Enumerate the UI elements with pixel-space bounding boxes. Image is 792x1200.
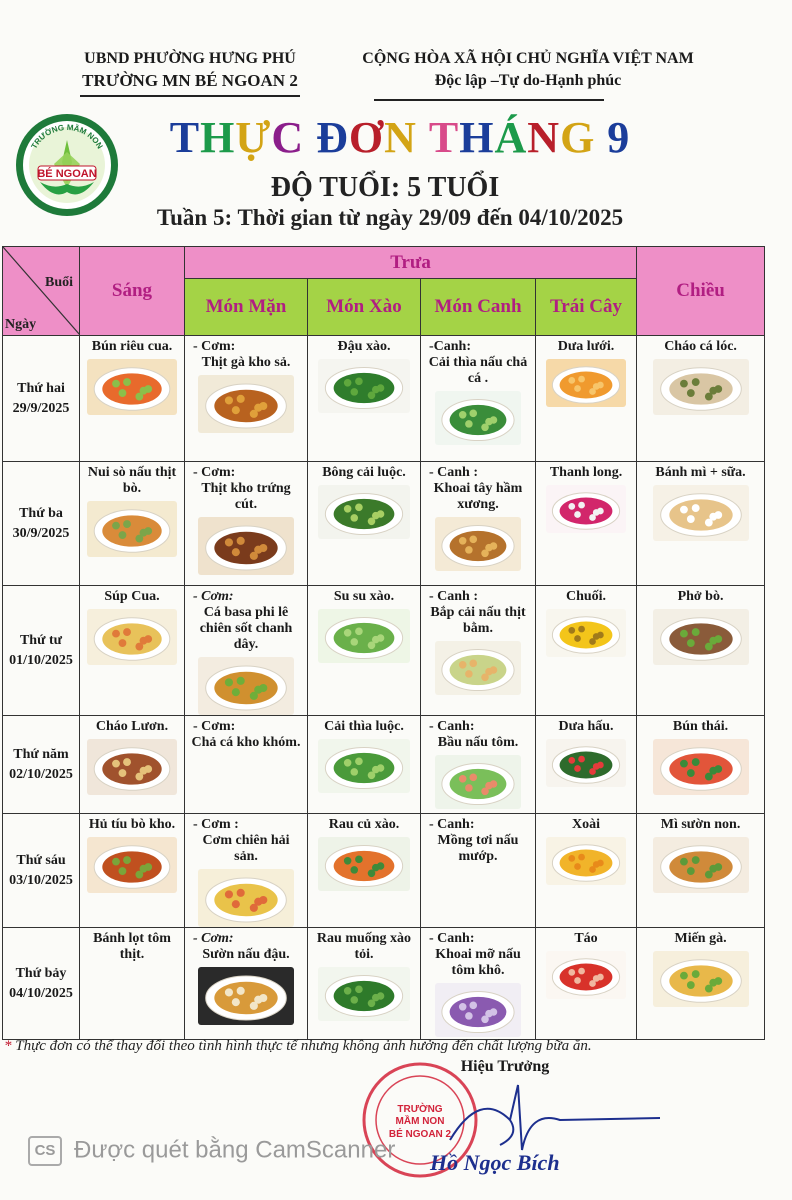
day-date: 01/10/2025 bbox=[9, 652, 73, 668]
fruit-cell bbox=[536, 336, 637, 462]
dish-prefix: - Canh: bbox=[429, 817, 475, 832]
fruit-cell bbox=[536, 462, 637, 586]
day-cell bbox=[3, 336, 80, 462]
dish-prefix: - Canh : bbox=[429, 465, 479, 480]
day-label: Ngày bbox=[5, 317, 37, 332]
dish-photo bbox=[318, 967, 410, 1021]
dish-name: Cải thìa luộc. bbox=[324, 719, 404, 734]
main-dish-cell bbox=[185, 928, 308, 1040]
stir-fry-cell bbox=[308, 814, 421, 928]
dish-name: Mồng tơi nấu mướp. bbox=[437, 833, 519, 864]
principal-title: Hiệu Trưởng bbox=[460, 1058, 550, 1075]
dish-photo bbox=[87, 609, 177, 665]
dish-photo bbox=[546, 359, 626, 407]
morning-cell bbox=[80, 814, 185, 928]
soup-cell bbox=[421, 586, 536, 716]
menu-table bbox=[2, 246, 765, 1040]
dish-name: Đậu xào. bbox=[337, 339, 391, 354]
dish-photo bbox=[87, 501, 177, 557]
menu-row bbox=[3, 716, 765, 814]
scanner-watermark bbox=[28, 1136, 395, 1166]
afternoon-cell bbox=[637, 336, 765, 462]
camscanner-icon: CS bbox=[28, 1136, 62, 1166]
day-cell bbox=[3, 928, 80, 1040]
menu-row bbox=[3, 462, 765, 586]
dish-photo bbox=[87, 359, 177, 415]
dish-prefix: - Cơm: bbox=[193, 339, 236, 354]
motto: Độc lập –Tự do-Hạnh phúc bbox=[434, 72, 622, 89]
logo-name: BÉ NGOAN bbox=[37, 168, 97, 180]
stir-fry-cell bbox=[308, 462, 421, 586]
afternoon-cell bbox=[637, 928, 765, 1040]
soup-cell bbox=[421, 716, 536, 814]
dish-prefix: -Canh: bbox=[429, 339, 472, 354]
dish-photo bbox=[318, 837, 410, 891]
main-dish-cell bbox=[185, 462, 308, 586]
day-date: 30/9/2025 bbox=[12, 525, 70, 541]
fruit-header: Trái Cây bbox=[536, 279, 637, 336]
dish-prefix: - Cơm: bbox=[193, 465, 236, 480]
logo-top-text: TRƯỜNG MẦM NON bbox=[29, 122, 105, 151]
dish-name: Táo bbox=[574, 931, 598, 946]
stir-fry-header: Món Xào bbox=[308, 279, 421, 336]
fruit-cell bbox=[536, 716, 637, 814]
dish-prefix: - Cơm : bbox=[193, 817, 239, 832]
principal-name: Hồ Ngọc Bích bbox=[430, 1150, 560, 1175]
dish-name: Su su xào. bbox=[333, 589, 395, 604]
dish-photo bbox=[546, 739, 626, 787]
dish-photo bbox=[546, 951, 626, 999]
dish-name: Sườn nấu đậu. bbox=[202, 947, 290, 962]
day-date: 03/10/2025 bbox=[9, 872, 73, 888]
main-dish-header: Món Mặn bbox=[185, 279, 308, 336]
dish-name: Cháo Lươn. bbox=[95, 719, 169, 734]
day-cell bbox=[3, 586, 80, 716]
main-dish-cell bbox=[185, 814, 308, 928]
dish-name: Rau muống xào tỏi. bbox=[316, 931, 412, 962]
dish-prefix: - Cơm: bbox=[193, 719, 236, 734]
dish-name: Miến gà. bbox=[674, 931, 727, 946]
menu-row bbox=[3, 586, 765, 716]
afternoon-cell bbox=[637, 586, 765, 716]
dish-photo bbox=[198, 517, 294, 575]
scanner-text: Được quét bằng CamScanner bbox=[74, 1136, 396, 1164]
day-date: 29/9/2025 bbox=[12, 400, 70, 416]
day-name: Thứ tư bbox=[19, 632, 63, 648]
dish-name: Bún thái. bbox=[672, 719, 729, 734]
signature-scribble bbox=[440, 1080, 670, 1160]
svg-text:MẦM NON: MẦM NON bbox=[395, 1116, 445, 1127]
week-range: Tuần 5: Thời gian từ ngày 29/09 đến 04/10/2025 bbox=[156, 205, 624, 230]
day-cell bbox=[3, 814, 80, 928]
dish-photo bbox=[435, 391, 521, 445]
dish-name: Thịt gà kho sả. bbox=[201, 355, 291, 370]
morning-cell bbox=[80, 716, 185, 814]
dish-name: Thịt kho trứng cút. bbox=[201, 481, 291, 512]
day-cell bbox=[3, 462, 80, 586]
dish-name: Mì sườn non. bbox=[660, 817, 741, 832]
svg-text:TRƯỜNG: TRƯỜNG bbox=[397, 1104, 443, 1115]
main-dish-cell bbox=[185, 716, 308, 814]
dish-name: Khoai tây hầm xương. bbox=[433, 481, 523, 512]
dish-name: Dưa hấu. bbox=[558, 719, 614, 734]
stir-fry-cell bbox=[308, 336, 421, 462]
dish-name: Nui sò nấu thịt bò. bbox=[87, 465, 177, 496]
day-name: Thứ ba bbox=[19, 505, 63, 521]
soup-cell bbox=[421, 814, 536, 928]
dish-name: Bún riêu cua. bbox=[91, 339, 173, 354]
dish-name: Bầu nấu tôm. bbox=[437, 735, 519, 750]
day-name: Thứ năm bbox=[13, 746, 69, 762]
dish-name: Bánh lọt tôm thịt. bbox=[93, 931, 171, 962]
dish-photo bbox=[435, 641, 521, 695]
dish-prefix: - Cơm: bbox=[193, 931, 234, 946]
afternoon-header: Chiều bbox=[637, 247, 765, 336]
dish-name: Cá basa phi lê chiên sốt chanh dây. bbox=[199, 605, 293, 652]
dish-prefix: - Canh: bbox=[429, 931, 475, 946]
authority-line: UBND PHƯỜNG HƯNG PHÚ bbox=[84, 50, 296, 67]
dish-name: Cơm chiên hải sản. bbox=[202, 833, 290, 864]
afternoon-cell bbox=[637, 462, 765, 586]
country-name: CỘNG HÒA XÃ HỘI CHỦ NGHĨA VIỆT NAM bbox=[362, 50, 694, 67]
morning-cell bbox=[80, 462, 185, 586]
dish-name: Cải thìa nấu chả cá . bbox=[428, 355, 528, 386]
dish-name: Thanh long. bbox=[549, 465, 623, 480]
issuing-authority bbox=[60, 48, 320, 92]
morning-cell bbox=[80, 336, 185, 462]
dish-name: Cháo cá lóc. bbox=[664, 339, 737, 354]
day-date: 02/10/2025 bbox=[9, 766, 73, 782]
dish-photo bbox=[198, 869, 294, 927]
menu-row bbox=[3, 814, 765, 928]
dish-photo bbox=[318, 485, 410, 539]
dish-name: Hủ tíu bò kho. bbox=[88, 817, 176, 832]
dish-name: Súp Cua. bbox=[104, 589, 160, 604]
dish-name: Khoai mỡ nấu tôm khô. bbox=[435, 947, 521, 978]
corner-header bbox=[3, 247, 80, 336]
day-name: Thứ sáu bbox=[16, 852, 66, 868]
fruit-cell bbox=[536, 586, 637, 716]
dish-photo bbox=[318, 359, 410, 413]
morning-cell bbox=[80, 928, 185, 1040]
stir-fry-cell bbox=[308, 716, 421, 814]
fruit-cell bbox=[536, 814, 637, 928]
dish-name: Bánh mì + sữa. bbox=[655, 465, 746, 480]
age-group: ĐỘ TUỔI: 5 TUỔI bbox=[270, 172, 500, 203]
dish-photo bbox=[198, 657, 294, 715]
menu-row bbox=[3, 336, 765, 462]
dish-photo bbox=[653, 359, 749, 415]
dish-name: Xoài bbox=[572, 817, 601, 832]
dish-photo bbox=[546, 837, 626, 885]
fruit-cell bbox=[536, 928, 637, 1040]
session-label: Buổi bbox=[44, 275, 73, 290]
soup-header: Món Canh bbox=[421, 279, 536, 336]
dish-photo bbox=[435, 755, 521, 809]
afternoon-cell bbox=[637, 716, 765, 814]
national-motto bbox=[348, 48, 708, 92]
dish-photo bbox=[87, 739, 177, 795]
soup-cell bbox=[421, 928, 536, 1040]
dish-photo bbox=[546, 485, 626, 533]
dish-name: Chả cá kho khóm. bbox=[191, 735, 301, 750]
menu-title: THỰC ĐƠN THÁNG 9 bbox=[169, 113, 631, 162]
day-name: Thứ hai bbox=[17, 380, 65, 396]
dish-photo bbox=[198, 967, 294, 1025]
afternoon-cell bbox=[637, 814, 765, 928]
morning-cell bbox=[80, 586, 185, 716]
menu-row bbox=[3, 928, 765, 1040]
dish-name: Phở bò. bbox=[677, 589, 724, 604]
stir-fry-cell bbox=[308, 586, 421, 716]
dish-photo bbox=[435, 517, 521, 571]
dish-photo bbox=[435, 983, 521, 1037]
dish-name: Dưa lưới. bbox=[557, 339, 615, 354]
day-date: 04/10/2025 bbox=[9, 985, 73, 1001]
dish-photo bbox=[653, 837, 749, 893]
svg-text:BÉ NGOAN 2: BÉ NGOAN 2 bbox=[388, 1129, 452, 1140]
soup-cell bbox=[421, 336, 536, 462]
soup-cell bbox=[421, 462, 536, 586]
dish-photo bbox=[653, 609, 749, 665]
stir-fry-cell bbox=[308, 928, 421, 1040]
dish-photo bbox=[546, 609, 626, 657]
main-dish-cell bbox=[185, 586, 308, 716]
morning-header: Sáng bbox=[80, 247, 185, 336]
day-cell bbox=[3, 716, 80, 814]
dish-name: Bông cải luộc. bbox=[322, 465, 406, 480]
day-name: Thứ bảy bbox=[15, 965, 67, 981]
lunch-header: Trưa bbox=[185, 247, 637, 279]
school-logo bbox=[14, 112, 120, 218]
dish-photo bbox=[653, 739, 749, 795]
dish-name: Bắp cải nấu thịt bằm. bbox=[430, 605, 526, 636]
dish-name: Rau củ xào. bbox=[328, 817, 400, 832]
divider bbox=[80, 95, 300, 97]
dish-photo bbox=[87, 837, 177, 893]
menu-note: * Thực đơn có thể thay đổi theo tình hình thực tế nhưng không ảnh hưởng đến chất lượng bữa ăn. bbox=[4, 1038, 592, 1054]
dish-photo bbox=[653, 485, 749, 541]
dish-prefix: - Cơm: bbox=[193, 589, 234, 604]
dish-name: Chuối. bbox=[565, 589, 607, 604]
dish-photo bbox=[318, 739, 410, 793]
school-name: TRƯỜNG MN BÉ NGOAN 2 bbox=[82, 71, 298, 90]
dish-prefix: - Canh : bbox=[429, 589, 479, 604]
divider bbox=[374, 99, 604, 101]
dish-prefix: - Canh: bbox=[429, 719, 475, 734]
dish-photo bbox=[318, 609, 410, 663]
dish-photo bbox=[653, 951, 749, 1007]
main-dish-cell bbox=[185, 336, 308, 462]
dish-photo bbox=[198, 375, 294, 433]
